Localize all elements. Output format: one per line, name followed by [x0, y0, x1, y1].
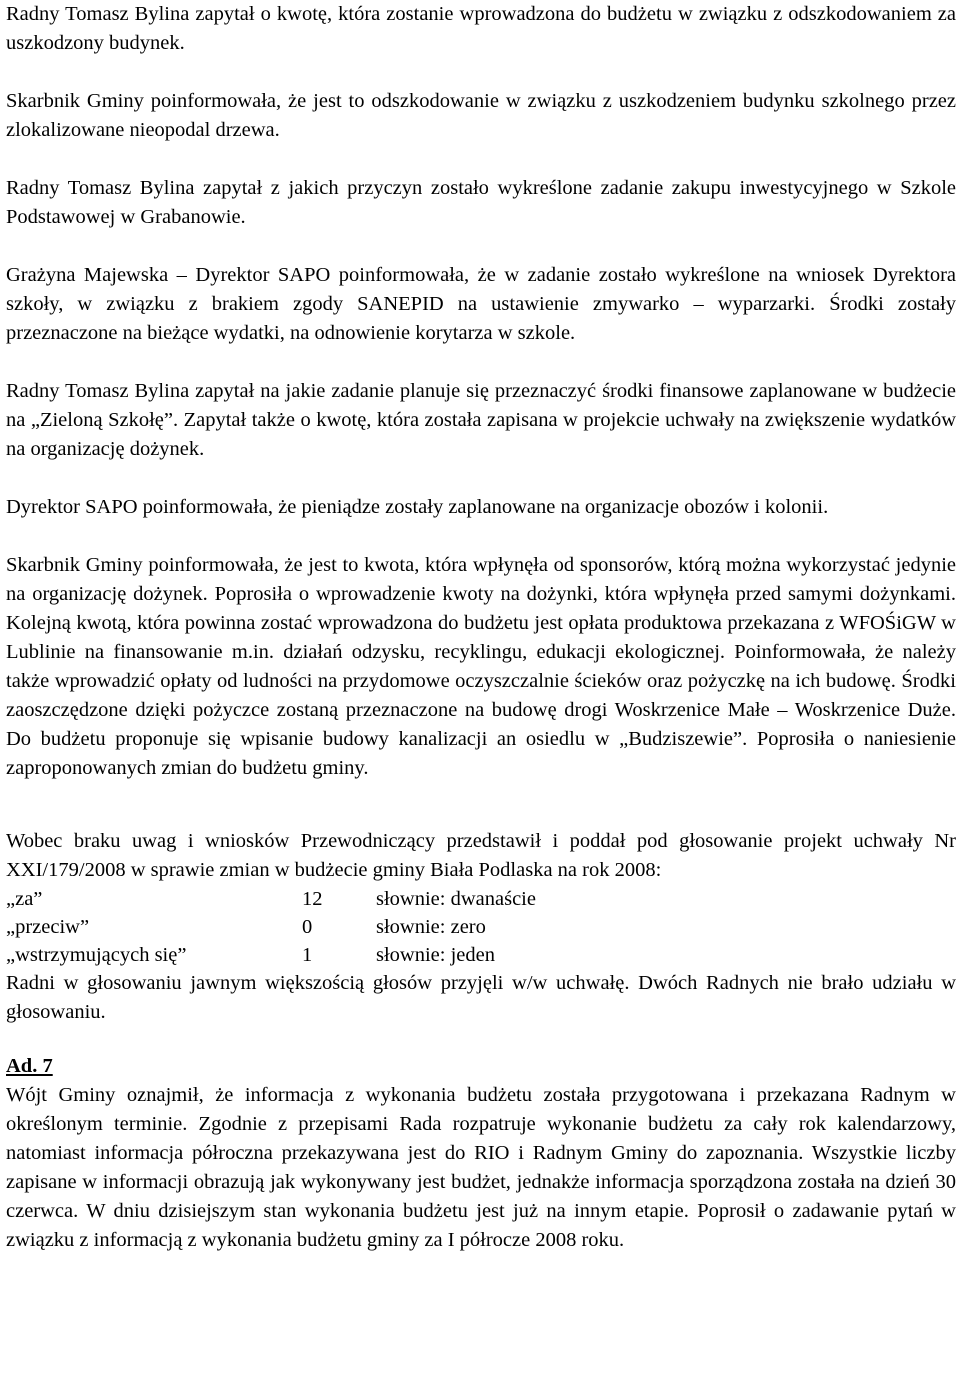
paragraph-budget-report: Wójt Gminy oznajmił, że informacja z wykonania budżetu została przygotowana i przekazana Radnym w określonym terminie. Zgodnie z przepisami Rada rozpatruje wykonanie budżetu za cały rok kalendarzowy, natomiast informacja półroczna przekazywana jest do RIO i Radnym Gminy do zapoznania. Wszystkie liczby zapisane w informacji obrazują jak wykonywany jest budżet, jednakże informacja sporządzona została na dzień 30 czerwca. W dniu dzisiejszym stan wykonania budżetu jest już na innym etapie. Poprosił o zadawanie pytań w związku z informacją z wykonania budżetu gminy za I półrocze 2008 roku.: [6, 1084, 956, 1251]
vote-words: słownie: jeden: [376, 944, 495, 966]
paragraph-sapo-camps: Dyrektor SAPO poinformowała, że pieniądze zostały zaplanowane na organizacje obozów i kolonii.: [6, 496, 829, 518]
paragraph-treasurer-changes: Skarbnik Gminy poinformowała, że jest to kwota, która wpłynęła od sponsorów, którą można wykorzystać jedynie na organizację dożynek. Poprosiła o wprowadzenie kwoty na dożynki, która wpłynęła przed samymi dożynkami. Kolejną kwotą, która powinna zostać wprowadzona do budżetu jest opłata produktowa przekazana z WFOŚiGW w Lublinie na finansowanie m.in. działań odzysku, recyklingu, edukacji ekologicznej. Poinformowała, że należy także wprowadzić opłaty od ludności na przydomowe oczyszczalnie ścieków oraz pożyczkę na ich budowę. Środki zaoszczędzone dzięki pożyczce zostaną przeznaczone na budowę drogi Woskrzenice Małe – Woskrzenice Duże. Do budżetu proponuje się wpisanie budowy kanalizacji an osiedlu w „Budziszewie”. Poprosiła o naniesienie zaproponowanych zmian do budżetu gminy.: [6, 554, 956, 779]
paragraph-sapo-answer: Grażyna Majewska – Dyrektor SAPO poinformowała, że w zadanie zostało wykreślone na wniosek Dyrektora szkoły, w związku z brakiem zgody SANEPID na ustawienie zmywarko – wyparzarki. Środki zostały przeznaczone na bieżące wydatki, na odnowienie korytarza w szkole.: [6, 264, 956, 344]
vote-count: 1: [302, 944, 313, 966]
vote-label: „przeciw”: [6, 916, 90, 938]
vote-count: 0: [302, 916, 313, 938]
vote-words: słownie: dwanaście: [376, 888, 536, 910]
paragraph-question-compensation: Radny Tomasz Bylina zapytał o kwotę, która zostanie wprowadzona do budżetu w związku z odszkodowaniem za uszkodzony budynek.: [6, 3, 956, 54]
paragraph-treasurer-answer: Skarbnik Gminy poinformowała, że jest to odszkodowanie w związku z uszkodzeniem budynku szkolnego przez zlokalizowane nieopodal drzewa.: [6, 90, 956, 141]
vote-words: słownie: zero: [376, 916, 486, 938]
vote-row-against: [6, 913, 956, 941]
vote-row-abstain: [6, 941, 956, 969]
paragraph-vote-result: Radni w głosowaniu jawnym większością głosów przyjęli w/w uchwałę. Dwóch Radnych nie brało udziału w głosowaniu.: [6, 972, 956, 1023]
vote-label: „wstrzymujących się”: [6, 944, 187, 966]
paragraph-question-grabanow: Radny Tomasz Bylina zapytał z jakich przyczyn zostało wykreślone zadanie zakupu inwestycyjnego w Szkole Podstawowej w Grabanowie.: [6, 177, 956, 228]
document-page: [6, 0, 956, 1255]
vote-row-for: [6, 885, 956, 913]
paragraph-resolution-vote: Wobec braku uwag i wniosków Przewodniczący przedstawił i poddał pod głosowanie projekt uchwały Nr XXI/179/2008 w sprawie zmian w budżecie gminy Biała Podlaska na rok 2008:: [6, 830, 956, 881]
vote-table: [6, 885, 956, 969]
section-heading-ad7: Ad. 7: [6, 1055, 53, 1077]
paragraph-question-green-school: Radny Tomasz Bylina zapytał na jakie zadanie planuje się przeznaczyć środki finansowe zaplanowane w budżecie na „Zieloną Szkołę”. Zapytał także o kwotę, która została zapisana w projekcie uchwały na zwiększenie wydatków na organizację dożynek.: [6, 380, 956, 460]
vote-label: „za”: [6, 888, 43, 910]
vote-count: 12: [302, 888, 323, 910]
